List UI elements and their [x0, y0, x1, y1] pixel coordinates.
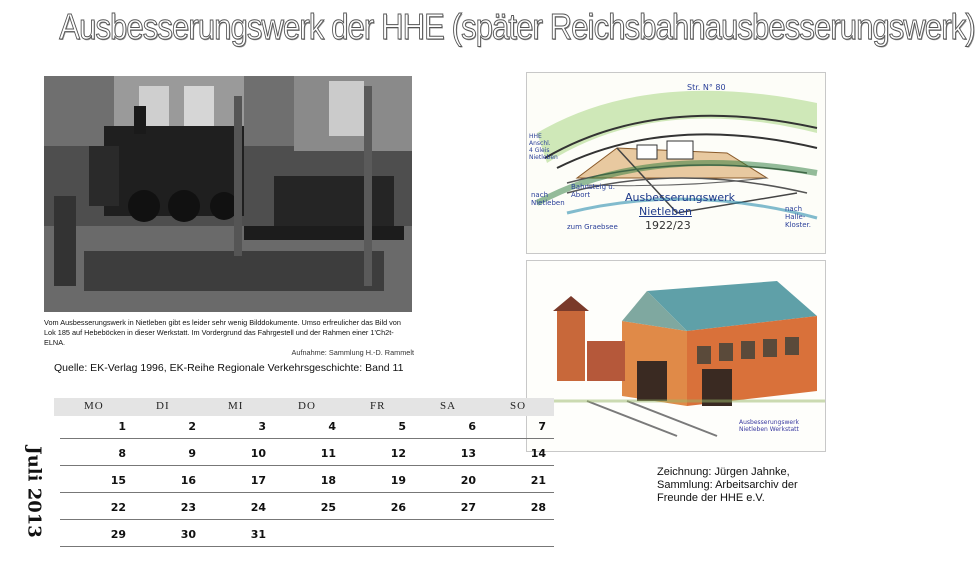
- calendar-day: 9: [188, 447, 196, 460]
- calendar-day: 13: [460, 447, 476, 460]
- photo-caption: [44, 318, 414, 358]
- calendar-week-1: [60, 416, 554, 439]
- photo-caption-text: Vom Ausbesserungswerk in Nietleben gibt es leider sehr wenig Bilddokumente. Umso erfreulicher das Bild von Lok 185 auf Hebeböcken in dieser Werkstatt. Im Vordergrund das Fahrgestell und der Rahmen einer 1'Ch2t-ELNA.: [44, 318, 401, 347]
- building-drawing: [526, 260, 826, 452]
- weekday-sa: SA: [440, 400, 457, 412]
- map-years: 1922/23: [645, 219, 691, 232]
- calendar-month-label: Juli 2013: [23, 446, 45, 538]
- calendar-day: 17: [250, 474, 266, 487]
- weekday-do: DO: [298, 400, 316, 412]
- calendar-day: 19: [390, 474, 406, 487]
- calendar-day: 18: [320, 474, 336, 487]
- weekday-so: SO: [510, 400, 527, 412]
- calendar-day: 3: [258, 420, 266, 433]
- workshop-photo: [44, 76, 412, 312]
- map-platform-label: Bahnsteig u. Abort: [571, 183, 615, 199]
- calendar-month: [20, 438, 48, 548]
- map-right-label: nach Halle-Kloster.: [785, 205, 811, 229]
- calendar-day: 5: [398, 420, 406, 433]
- weekday-mi: MI: [228, 400, 244, 412]
- calendar-day: 16: [180, 474, 196, 487]
- calendar-day: 12: [390, 447, 406, 460]
- map-title: Ausbesserungswerk: [625, 191, 736, 204]
- calendar-day: 31: [250, 528, 266, 541]
- calendar-day: 27: [460, 501, 476, 514]
- page-title: Ausbesserungswerk der HHE (später Reichsbahnausbesserungswerk): [59, 6, 975, 47]
- calendar-day: 29: [110, 528, 126, 541]
- calendar-day: 21: [530, 474, 546, 487]
- calendar-day: 28: [530, 501, 546, 514]
- weekday-fr: FR: [370, 400, 386, 412]
- calendar-day: 6: [468, 420, 476, 433]
- calendar-day: 2: [188, 420, 196, 433]
- calendar-day: 8: [118, 447, 126, 460]
- site-plan-drawing: [526, 72, 826, 254]
- map-left-label: nach Nietleben: [531, 191, 565, 207]
- source-note: Quelle: EK-Verlag 1996, EK-Reihe Regionale Verkehrsgeschichte: Band 11: [54, 362, 404, 374]
- calendar-week-2: [60, 443, 554, 466]
- calendar-day: 23: [180, 501, 196, 514]
- map-side-label: HHE Anschl. 4 Gleis Nietleben: [529, 133, 558, 161]
- map-road-label: Str. N° 80: [687, 83, 726, 92]
- calendar-day: 26: [390, 501, 406, 514]
- calendar-day: 22: [110, 501, 126, 514]
- calendar-week-5: [60, 524, 554, 547]
- calendar-day: 30: [180, 528, 196, 541]
- calendar-week-4: [60, 497, 554, 520]
- calendar-weekday-header: [54, 398, 554, 416]
- map-title-place: Nietleben: [639, 205, 692, 218]
- calendar-day: 15: [110, 474, 126, 487]
- weekday-di: DI: [156, 400, 170, 412]
- calendar-day: 4: [328, 420, 336, 433]
- calendar-day: 10: [250, 447, 266, 460]
- building-note: Ausbesserungswerk Nietleben Werkstatt: [739, 419, 800, 433]
- calendar-day: 25: [320, 501, 336, 514]
- weekday-mo: MO: [84, 400, 104, 412]
- calendar-day: 7: [538, 420, 546, 433]
- drawing-credit: Zeichnung: Jürgen Jahnke, Sammlung: Arbeitsarchiv der Freunde der HHE e.V.: [657, 466, 798, 504]
- map-pond-label: zum Graebsee: [567, 223, 618, 231]
- calendar-day: 1: [118, 420, 126, 433]
- photo-credit: Aufnahme: Sammlung H.-D. Rammelt: [291, 348, 414, 357]
- calendar-day: 20: [460, 474, 476, 487]
- calendar-day: 14: [530, 447, 546, 460]
- calendar-day: 11: [320, 447, 336, 460]
- calendar-day: 24: [250, 501, 266, 514]
- calendar-week-3: [60, 470, 554, 493]
